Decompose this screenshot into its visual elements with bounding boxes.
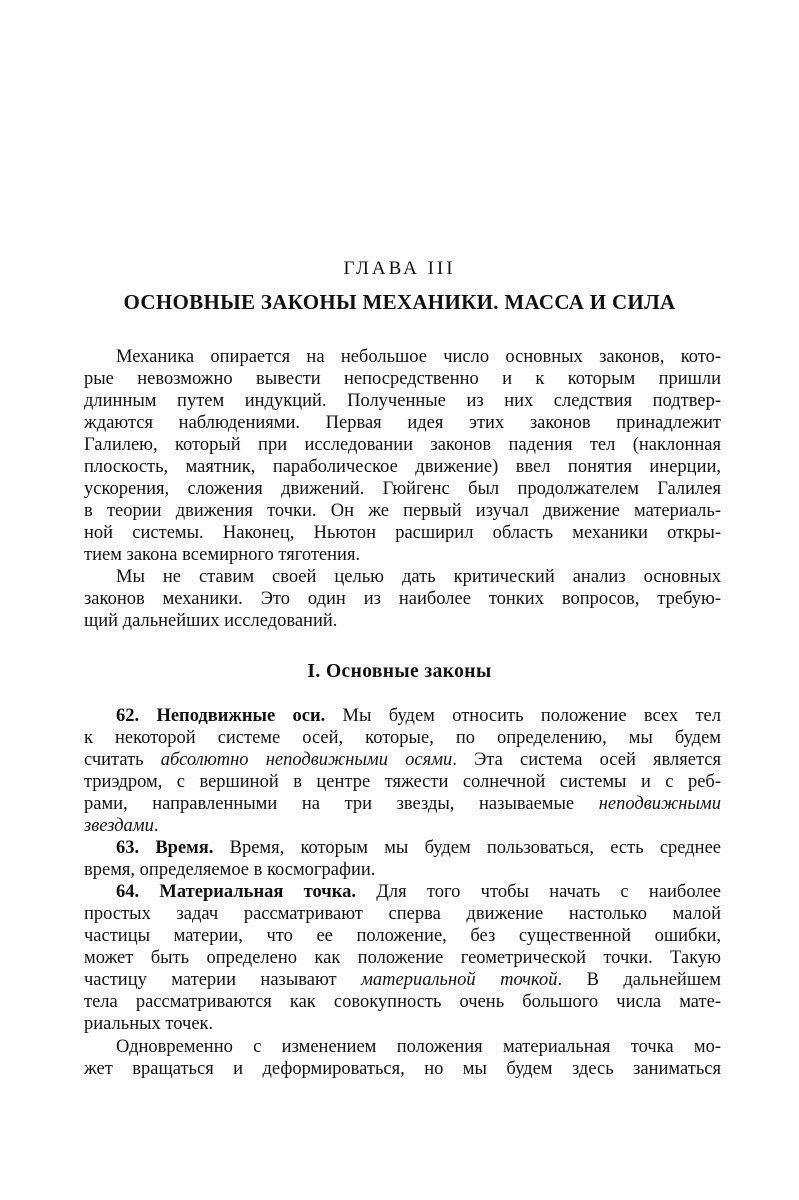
text-line: законов механики. Это один из наиболее тонких вопросов, требую-	[84, 589, 721, 609]
text-line: рые невозможно вывести непосредственно и к которым пришли	[84, 369, 721, 389]
text-line: может быть определено как положение геометрической точки. Такую	[84, 948, 721, 968]
text-line: ждаются наблюдениями. Первая идея этих законов принадлежит	[84, 413, 721, 433]
text-line: плоскость, маятник, параболическое движение) ввел понятия инерции,	[84, 457, 721, 477]
text-line: триэдром, с вершиной в центре тяжести солнечной системы и с реб-	[84, 772, 721, 792]
text-line: тела рассматриваются как совокупность очень большого числа мате-	[84, 992, 721, 1012]
text-line: щий дальнейших исследований.	[84, 611, 338, 631]
text-line: рами, направленными на три звезды, называемые неподвижными	[84, 794, 721, 814]
emphasis: неподвижными	[598, 794, 721, 814]
intro-paragraph	[84, 346, 721, 632]
text-line: в теории движения точки. Он же первый изучал движение материаль-	[84, 501, 721, 521]
text-line: жет вращаться и деформироваться, но мы будем здесь заниматься	[84, 1059, 721, 1079]
text-line: Галилею, который при исследовании законов падения тел (наклонная	[84, 435, 721, 455]
paragraph-62	[84, 705, 721, 837]
paragraph-title: 62. Неподвижные оси.	[116, 706, 326, 726]
chapter-title: ОСНОВНЫЕ ЗАКОНЫ МЕХАНИКИ. МАССА И СИЛА	[123, 290, 676, 314]
paragraph-63	[84, 837, 721, 881]
emphasis: звездами	[84, 816, 154, 836]
text-line: ускорения, сложения движений. Гюйгенс был продолжателем Галилея	[84, 479, 721, 499]
paragraph-title: 63. Время.	[116, 838, 214, 858]
text-line: считать абсолютно неподвижными осями. Эта система осей является	[84, 750, 721, 770]
text-line: время, определяемое в космографии.	[84, 860, 376, 880]
emphasis: материальной точкой	[361, 970, 558, 990]
text-line: Мы не ставим своей целью дать критический анализ основных	[116, 567, 721, 587]
text-line: 64. Материальная точка. Для того чтобы начать с наиболее	[116, 882, 721, 902]
text-line: частицы материи, что ее положение, без существенной ошибки,	[84, 926, 721, 946]
paragraph-64	[84, 881, 721, 1035]
chapter-label: ГЛАВА III	[343, 258, 456, 279]
text-line: Одновременно с изменением положения материальная точка мо-	[116, 1037, 721, 1057]
text-line: тием закона всемирного тяготения.	[84, 545, 361, 565]
text-line: простых задач рассматривают сперва движение настолько малой	[84, 904, 721, 924]
text-line: длинным путем индукций. Полученные из них следствия подтвер-	[84, 391, 721, 411]
paragraph-continuation	[84, 1036, 721, 1080]
text-line: частицу материи называют материальной точкой. В дальнейшем	[84, 970, 721, 990]
text-line: ной системы. Наконец, Ньютон расширил область механики откры-	[84, 523, 721, 543]
paragraph-title: 64. Материальная точка.	[116, 882, 356, 902]
text-line: к некоторой системе осей, которые, по определению, мы будем	[84, 728, 721, 748]
text-line: риальных точек.	[84, 1014, 214, 1034]
emphasis: абсолютно неподвижными осями	[160, 750, 453, 770]
text-line: Механика опирается на небольшое число основных законов, кото-	[116, 347, 721, 367]
text-line: звездами.	[84, 816, 159, 836]
section-heading: I. Основные законы	[307, 661, 492, 682]
text-line: 63. Время. Время, которым мы будем пользоваться, есть среднее	[116, 838, 722, 858]
text-line: 62. Неподвижные оси. Мы будем относить положение всех тел	[116, 706, 721, 726]
